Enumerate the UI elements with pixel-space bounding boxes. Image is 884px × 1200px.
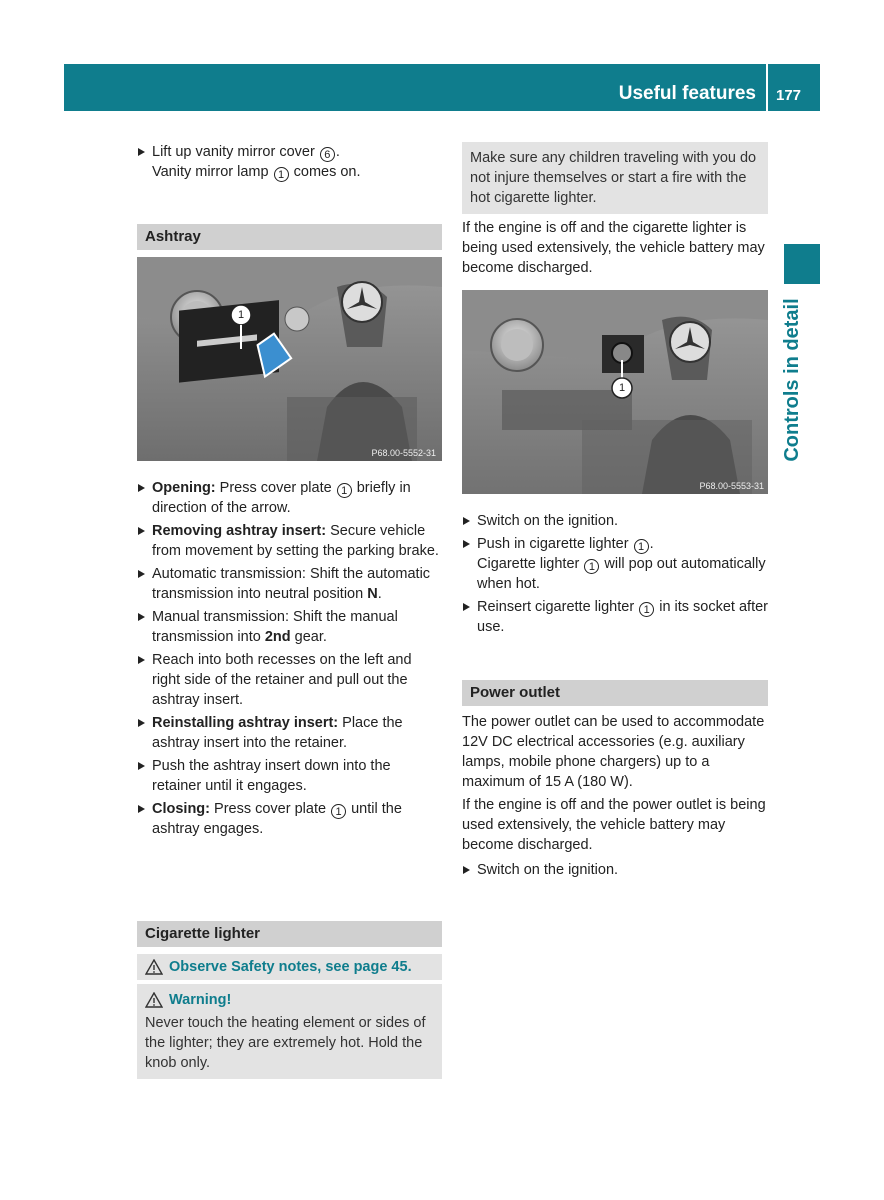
intro-step: Lift up vanity mirror cover 6 . Vanity mirror lamp 1 comes on. xyxy=(137,142,442,185)
bullet-arrow-icon xyxy=(138,148,145,156)
safety-note-link[interactable]: Observe Safety notes, see page 45. xyxy=(169,959,412,975)
cigarette-lighter-heading: Cigarette lighter xyxy=(137,921,442,947)
ashtray-heading: Ashtray xyxy=(137,224,442,250)
power-outlet-heading: Power outlet xyxy=(462,680,768,706)
bullet-arrow-icon xyxy=(138,762,145,770)
header-divider xyxy=(766,64,768,111)
list-item: Automatic transmission: Shift the automatic transmission into neutral position N. xyxy=(137,564,442,604)
power-outlet-description: The power outlet can be used to accommodate 12V DC electrical accessories (e.g. auxiliary lamps, mobile phone chargers) up to a maximum of 15 A (180 W). xyxy=(462,714,765,790)
list-item: Closing: Press cover plate 1 until the ashtray engages. xyxy=(137,799,442,839)
caution-box: Make sure any children traveling with you do not injure themselves or start a fire with the hot cigarette lighter. xyxy=(462,142,768,214)
cigarette-lighter-photo xyxy=(462,290,768,494)
section-title: Useful features xyxy=(618,83,756,104)
page-number: 177 xyxy=(776,87,802,104)
power-outlet-battery-note: If the engine is off and the power outlet is being used extensively, the vehicle battery may become discharged. xyxy=(462,797,766,853)
callout-number: 1 xyxy=(584,559,599,574)
callout-number: 1 xyxy=(274,167,289,182)
chapter-tab xyxy=(784,244,820,284)
warning-title: Warning! xyxy=(169,992,232,1008)
header-bar xyxy=(64,64,820,111)
bullet-arrow-icon xyxy=(138,656,145,664)
power-outlet-text xyxy=(462,712,768,883)
bullet-arrow-icon xyxy=(463,540,470,548)
photo-callout: 1 xyxy=(237,309,245,321)
bullet-arrow-icon xyxy=(138,613,145,621)
bullet-arrow-icon xyxy=(138,805,145,813)
warning-box xyxy=(137,984,442,1079)
callout-number: 1 xyxy=(337,483,352,498)
list-item: Push in cigarette lighter 1 . Cigarette lighter 1 will pop out automatically when hot. xyxy=(462,534,768,594)
list-item: Switch on the ignition. xyxy=(462,511,768,531)
list-item: Removing ashtray insert: Secure vehicle from movement by setting the parking brake. xyxy=(137,521,442,561)
bullet-arrow-icon xyxy=(463,866,470,874)
warning-triangle-icon xyxy=(145,959,163,975)
photo-code: P68.00-5553-31 xyxy=(699,481,764,491)
callout-number: 1 xyxy=(639,602,654,617)
bullet-arrow-icon xyxy=(138,527,145,535)
photo-callout: 1 xyxy=(618,382,626,394)
list-item: Push the ashtray insert down into the retainer until it engages. xyxy=(137,756,442,796)
list-item: Opening: Press cover plate 1 briefly in direction of the arrow. xyxy=(137,478,442,518)
lighter-steps xyxy=(462,511,768,640)
list-item: Reach into both recesses on the left and right side of the retainer and pull out the ashtray insert. xyxy=(137,650,442,710)
list-item: Switch on the ignition. xyxy=(462,860,768,880)
list-item: Reinsert cigarette lighter 1 in its socket after use. xyxy=(462,597,768,637)
ashtray-photo xyxy=(137,257,442,461)
bullet-arrow-icon xyxy=(463,517,470,525)
warning-text: Never touch the heating element or sides of the lighter; they are extremely hot. Hold the knob only. xyxy=(145,1015,426,1071)
callout-number: 1 xyxy=(331,804,346,819)
list-item: Manual transmission: Shift the manual transmission into 2nd gear. xyxy=(137,607,442,647)
bullet-arrow-icon xyxy=(138,570,145,578)
safety-note xyxy=(137,954,442,980)
battery-note: If the engine is off and the cigarette lighter is being used extensively, the vehicle battery may become discharged. xyxy=(462,220,765,276)
bullet-arrow-icon xyxy=(463,603,470,611)
bullet-arrow-icon xyxy=(138,484,145,492)
photo-code: P68.00-5552-31 xyxy=(371,448,436,458)
list-item: Reinstalling ashtray insert: Place the ashtray insert into the retainer. xyxy=(137,713,442,753)
bullet-arrow-icon xyxy=(138,719,145,727)
callout-number: 1 xyxy=(634,539,649,554)
callout-number: 6 xyxy=(320,147,335,162)
warning-triangle-icon xyxy=(145,992,163,1008)
ashtray-steps xyxy=(137,478,442,842)
